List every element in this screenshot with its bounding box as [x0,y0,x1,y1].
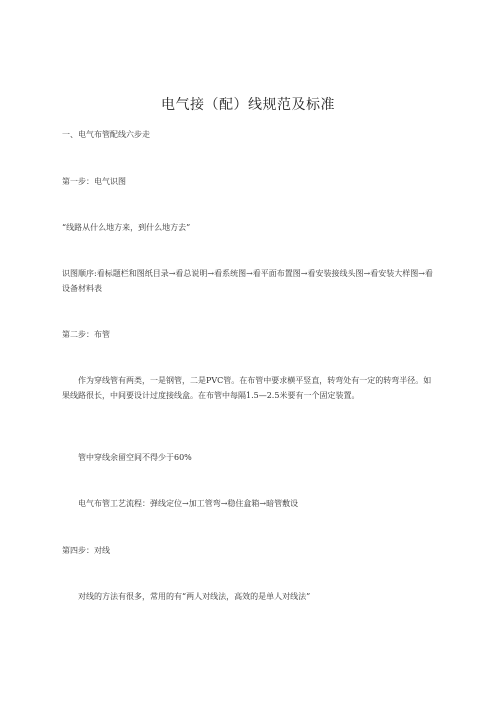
document-title: 电气接（配）线规范及标准 [161,97,335,113]
step4-heading: 第四步：对线 [62,546,110,555]
step2-paragraph: 作为穿线管有两类，一是钢管，二是PVC管。在布管中要求横平竖直，转弯处有一定的转弯半径。如果线路很长，中间要设计过度接线盒。在布管中每隔1.5—2.5米要有一个固定装置。 [62,376,432,400]
step1-heading: 第一步：电气识图 [62,177,126,186]
section-heading: 一、电气布管配线六步走 [62,130,150,139]
step1-quote: “线路从什么地方来，到什么地方去” [62,223,191,232]
step2-process: 电气布管工艺流程：弹线定位→加工管弯→稳住盒箱→暗管敷设 [78,499,299,508]
step2-space-note: 管中穿线余留空间不得少于60% [78,453,192,462]
step4-paragraph: 对线的方法有很多，常用的有“两人对线法，高效的是单人对线法” [78,592,311,601]
step2-heading: 第二步：布管 [62,330,110,339]
step1-reading-order: 识图顺序:看标题栏和图纸目录→看总说明→看系统图→看平面布置图→看安装接线头图→看安装大样图→看设备材料表 [62,269,433,293]
